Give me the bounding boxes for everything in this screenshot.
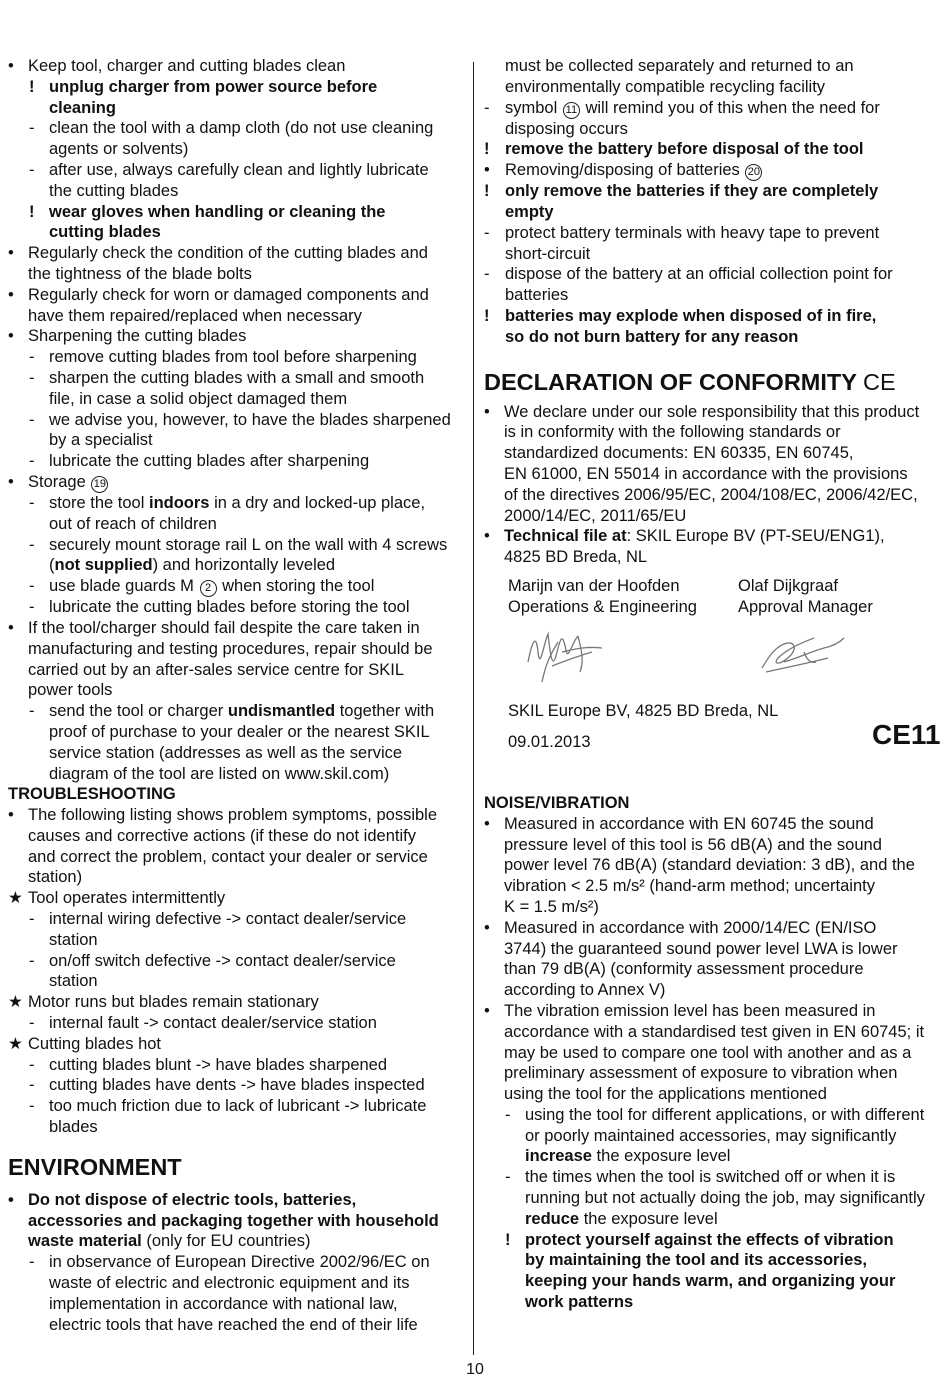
text-line: increase the exposure level <box>525 1147 731 1166</box>
text-line: manufacturing and testing procedures, repair should be <box>28 639 433 658</box>
text-line: • Keep tool, charger and cutting blades clean <box>8 57 346 75</box>
text-line: - protect battery terminals with heavy tape to prevent <box>484 223 880 242</box>
text-line: • Regularly check the condition of the cutting blades and <box>8 244 428 263</box>
text-line: - remove cutting blades from tool before sharpening <box>29 348 417 367</box>
text-line: - on/off switch defective -> contact dealer/service <box>29 951 396 970</box>
signature-1-icon <box>522 622 612 688</box>
text-line: • Do not dispose of electric tools, batteries, <box>8 1190 357 1209</box>
signature-block <box>484 568 941 780</box>
dash-mark-icon: - <box>29 368 35 387</box>
warning-mark-icon: ! <box>484 140 490 159</box>
text-line: 3744) the guaranteed sound power level LWA is lower <box>504 939 898 958</box>
text-line: causes and corrective actions (if these do not identify <box>28 826 416 845</box>
text-line: ! only remove the batteries if they are completely <box>484 182 879 201</box>
text-line: - sharpen the cutting blades with a small and smooth <box>29 368 425 387</box>
text-line: - dispose of the battery at an official collection point for <box>484 265 893 284</box>
text-line: proof of purchase to your dealer or the nearest SKIL <box>49 722 430 741</box>
text-line: - store the tool indoors in a dry and locked-up place, <box>29 493 426 512</box>
text-line: power tools <box>28 681 113 700</box>
text-line: - cutting blades have dents -> have blades inspected <box>29 1076 425 1095</box>
text-line: by a specialist <box>49 431 153 450</box>
environment-heading: ENVIRONMENT <box>8 1153 182 1180</box>
text-line: - after use, always carefully clean and lightly lubricate <box>29 160 429 179</box>
text-line: • Storage 19 <box>8 472 463 493</box>
text-line: accordance with a standardised test given in EN 60745; it <box>504 1022 925 1041</box>
warning-mark-icon: ! <box>484 306 490 325</box>
bullet-icon: • <box>484 527 490 546</box>
bullet-icon: • <box>8 285 14 304</box>
text-line: environmentally compatible recycling facility <box>505 77 826 96</box>
star-icon: ★ <box>8 993 23 1012</box>
text-line: • Measured in accordance with EN 60745 the sound <box>484 814 874 833</box>
text-line: • Removing/disposing of batteries 20 <box>484 160 938 181</box>
text-line: EN 61000, EN 55014 in accordance with the provisions <box>504 464 908 483</box>
text-line: - use blade guards M 2 when storing the tool <box>29 577 375 596</box>
text-line: - clean the tool with a damp cloth (do not use cleaning <box>29 119 434 138</box>
text-line: • The vibration emission level has been measured in <box>484 1001 876 1020</box>
dash-mark-icon: - <box>484 223 490 242</box>
text-line: implementation in accordance with national law, <box>49 1294 398 1313</box>
text-line: the cutting blades <box>49 181 179 200</box>
bullet-icon: • <box>484 814 490 833</box>
text-line: ★ Tool operates intermittently <box>8 889 226 908</box>
bullet-icon: • <box>8 327 14 346</box>
right-column <box>484 56 941 1313</box>
bullet-icon: • <box>8 472 14 491</box>
text-line: waste material (only for EU countries) <box>28 1232 311 1251</box>
left-column <box>8 56 463 1335</box>
circled-number-icon: 11 <box>563 102 580 119</box>
text-line: keeping your hands warm, and organizing your <box>525 1272 896 1291</box>
dash-mark-icon: - <box>29 1253 35 1272</box>
text-line: 4825 BD Breda, NL <box>504 548 648 567</box>
text-line: ★ Motor runs but blades remain stationary <box>8 993 319 1012</box>
signatory-role1: Operations & Engineering <box>508 597 697 616</box>
text-line: station <box>49 972 98 991</box>
dash-mark-icon: - <box>484 265 490 284</box>
signatory-company: SKIL Europe BV, 4825 BD Breda, NL <box>508 701 779 720</box>
dash-mark-icon: - <box>29 910 35 929</box>
ce-mark-icon: CE <box>863 368 896 395</box>
dash-mark-icon: - <box>29 452 35 471</box>
text-line: ! wear gloves when handling or cleaning the <box>29 202 386 221</box>
dash-mark-icon: - <box>505 1105 511 1124</box>
text-line: • The following listing shows problem symptoms, possible <box>8 806 438 825</box>
text-line: agents or solvents) <box>49 140 189 159</box>
bullet-icon: • <box>484 161 490 180</box>
text-line: disposing occurs <box>505 119 628 138</box>
dash-mark-icon: - <box>505 1168 511 1187</box>
text-line: cleaning <box>49 98 116 117</box>
text-line: - internal fault -> contact dealer/service station <box>29 1014 377 1033</box>
text-line: blades <box>49 1118 98 1137</box>
text-line: station) <box>28 868 83 887</box>
warning-mark-icon: ! <box>29 202 35 221</box>
text-line: empty <box>505 202 554 221</box>
text-line: - using the tool for different applications, or with different <box>505 1105 925 1124</box>
circled-number-icon: 19 <box>91 476 108 493</box>
text-line: is in conformity with the following standards or <box>504 423 841 442</box>
text-line: • Sharpening the cutting blades <box>8 327 247 346</box>
dash-mark-icon: - <box>29 577 35 596</box>
signatory-name1: Marijn van der Hoofden <box>508 576 680 595</box>
dash-mark-icon: - <box>29 951 35 970</box>
text-line: ! remove the battery before disposal of the tool <box>484 140 864 159</box>
text-line: work patterns <box>525 1293 634 1312</box>
section-heading: TROUBLESHOOTING <box>8 785 176 804</box>
text-line: - in observance of European Directive 2002/96/EC on <box>29 1253 430 1272</box>
text-line: according to Annex V) <box>504 981 666 1000</box>
bullet-icon: • <box>484 918 490 937</box>
text-line: have them repaired/replaced when necessary <box>28 306 362 325</box>
text-line: of the directives 2006/95/EC, 2004/108/EC, 2006/42/EC, <box>504 485 918 504</box>
dash-mark-icon: - <box>484 98 490 117</box>
dash-mark-icon: - <box>29 702 35 721</box>
star-icon: ★ <box>8 889 23 908</box>
text-line: • Regularly check for worn or damaged components and <box>8 285 429 304</box>
bullet-icon: • <box>484 402 490 421</box>
text-line: service station (addresses as well as the service <box>49 743 403 762</box>
text-line: accessories and packaging together with household <box>28 1211 439 1230</box>
text-line: • If the tool/charger should fail despite the care taken in <box>8 618 420 637</box>
dash-mark-icon: - <box>29 493 35 512</box>
warning-mark-icon: ! <box>505 1230 511 1249</box>
dash-mark-icon: - <box>29 535 35 554</box>
text-line: and correct the problem, contact your dealer or service <box>28 847 428 866</box>
ce-year-mark: CE11 <box>872 718 941 750</box>
warning-mark-icon: ! <box>29 77 35 96</box>
bullet-icon: • <box>8 1190 14 1209</box>
text-line: • Measured in accordance with 2000/14/EC (EN/ISO <box>484 918 877 937</box>
text-line: running but not actually doing the job, may significantly <box>525 1189 925 1208</box>
text-line: than 79 dB(A) (conformity assessment procedure <box>504 960 864 979</box>
column-divider <box>473 62 474 1355</box>
text-line: ★ Cutting blades hot <box>8 1034 162 1053</box>
text-line: short-circuit <box>505 244 591 263</box>
signatory-name2: Olaf Dijkgraaf <box>738 576 838 595</box>
signatory-date: 09.01.2013 <box>508 732 591 751</box>
text-line: by maintaining the tool and its accessories, <box>525 1251 868 1270</box>
dash-mark-icon: - <box>29 410 35 429</box>
dash-mark-icon: - <box>29 160 35 179</box>
text-line: - cutting blades blunt -> have blades sharpened <box>29 1055 388 1074</box>
text-line: preliminary assessment of exposure to vibration when <box>504 1064 898 1083</box>
text-line: ! unplug charger from power source before <box>29 77 378 96</box>
text-line: cutting blades <box>49 223 161 242</box>
bullet-icon: • <box>8 806 14 825</box>
text-line: pressure level of this tool is 56 dB(A) and the sound <box>504 835 882 854</box>
text-line: carried out by an after-sales service centre for SKIL <box>28 660 405 679</box>
dash-mark-icon: - <box>29 1014 35 1033</box>
dash-mark-icon: - <box>29 598 35 617</box>
text-line: (not supplied) and horizontally leveled <box>49 556 336 575</box>
dash-mark-icon: - <box>29 119 35 138</box>
dash-mark-icon: - <box>29 1055 35 1074</box>
text-line: - too much friction due to lack of lubricant -> lubricate <box>29 1097 427 1116</box>
text-line: - lubricate the cutting blades after sharpening <box>29 452 370 471</box>
text-line: • We declare under our sole responsibility that this product <box>484 402 920 421</box>
circled-number-icon: 20 <box>745 164 762 181</box>
dash-mark-icon: - <box>29 1097 35 1116</box>
text-line: diagram of the tool are listed on www.skil.com) <box>49 764 390 783</box>
bullet-icon: • <box>484 1001 490 1020</box>
text-line: standardized documents: EN 60335, EN 60745, <box>504 444 854 463</box>
declaration-heading: DECLARATION OF CONFORMITY CE <box>484 368 896 395</box>
text-line: batteries <box>505 286 569 305</box>
text-line: must be collected separately and returned to an <box>505 57 854 75</box>
text-line: station <box>49 930 98 949</box>
text-line: - internal wiring defective -> contact dealer/service <box>29 910 407 929</box>
circled-number-icon: 2 <box>200 580 217 597</box>
text-line: so do not burn battery for any reason <box>505 327 799 346</box>
bullet-icon: • <box>8 244 14 263</box>
text-line: 2000/14/EC, 2011/65/EU <box>504 506 687 525</box>
text-line: - send the tool or charger undismantled together with <box>29 702 435 721</box>
signature-2-icon <box>754 628 850 678</box>
text-line: using the tool for the applications mentioned <box>504 1085 827 1104</box>
warning-mark-icon: ! <box>484 182 490 201</box>
signatory-role2: Approval Manager <box>738 597 873 616</box>
text-line: • Technical file at: SKIL Europe BV (PT-SEU/ENG1), <box>484 527 885 546</box>
text-line: the tightness of the blade bolts <box>28 264 252 283</box>
dash-mark-icon: - <box>29 1076 35 1095</box>
bullet-icon: • <box>8 57 14 75</box>
text-line: waste of electric and electronic equipment and its <box>49 1274 410 1293</box>
text-line: or poorly maintained accessories, may significantly <box>525 1126 897 1145</box>
text-line: file, in case a solid object damaged them <box>49 389 348 408</box>
text-line: may be used to compare one tool with another and as a <box>504 1043 912 1062</box>
text-line: - lubricate the cutting blades before storing the tool <box>29 598 410 617</box>
text-line: ! protect yourself against the effects of vibration <box>505 1230 894 1249</box>
dash-mark-icon: - <box>29 348 35 367</box>
text-line: reduce the exposure level <box>525 1209 718 1228</box>
text-line: K = 1.5 m/s²) <box>504 897 599 916</box>
star-icon: ★ <box>8 1034 23 1053</box>
text-line: - we advise you, however, to have the blades sharpened <box>29 410 451 429</box>
text-line: - symbol 11 will remind you of this when the need for <box>484 98 880 117</box>
text-line: ! batteries may explode when disposed of in fire, <box>484 306 877 325</box>
text-line: power level 76 dB(A) (standard deviation: 3 dB), and the <box>504 856 915 875</box>
page-number: 10 <box>466 1361 484 1378</box>
text-line: electric tools that have reached the end of their life <box>49 1315 418 1334</box>
noise-heading: NOISE/VIBRATION <box>484 793 630 812</box>
text-line: out of reach of children <box>49 514 217 533</box>
text-line: vibration < 2.5 m/s² (hand-arm method; uncertainty <box>504 877 875 896</box>
bullet-icon: • <box>8 618 14 637</box>
text-line: - securely mount storage rail L on the wall with 4 screws <box>29 535 448 554</box>
text-line: - the times when the tool is switched off or when it is <box>505 1168 896 1187</box>
